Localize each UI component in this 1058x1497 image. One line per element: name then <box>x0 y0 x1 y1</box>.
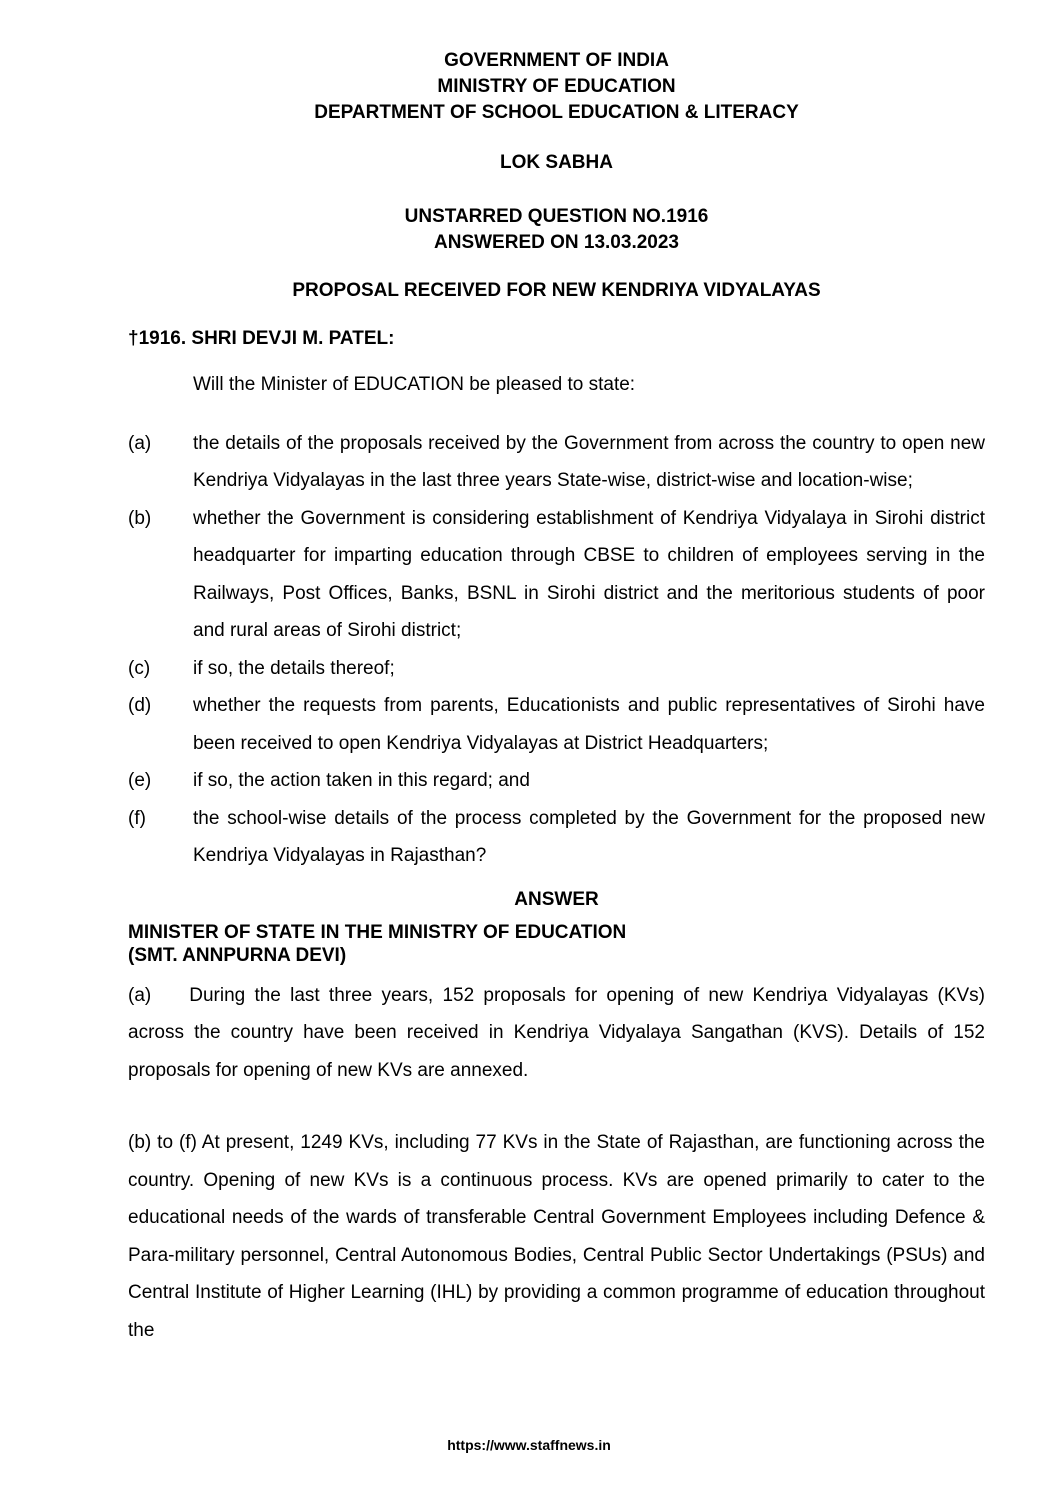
question-item-b <box>128 500 985 650</box>
house-line: LOK SABHA <box>500 152 613 173</box>
minister-name-line: (SMT. ANNPURNA DEVI) <box>128 944 347 966</box>
question-item-text: if so, the action taken in this regard; and <box>193 770 530 791</box>
question-item-c <box>128 650 985 688</box>
ministry-line: MINISTRY OF EDUCATION <box>437 76 676 97</box>
question-item-label: (c) <box>128 657 151 679</box>
government-line: GOVERNMENT OF INDIA <box>444 50 669 71</box>
question-item-text: the details of the proposals received by the Government from across the country to open new Kendriya Vidyalayas in the last three years State-wise, district-wise and location-wise; <box>193 432 985 491</box>
subject-title: PROPOSAL RECEIVED FOR NEW KENDRIYA VIDYALAYAS <box>292 280 821 301</box>
question-item-label: (e) <box>128 770 152 791</box>
department-line: DEPARTMENT OF SCHOOL EDUCATION & LITERACY <box>314 102 799 123</box>
document-header <box>128 48 985 304</box>
answer-paragraph-a-text: During the last three years, 152 proposals for opening of new Kendriya Vidyalayas (KVs) across the country have been received in Kendriya Vidyalaya Sangathan (KVS). Details of 152 proposals for opening of new KVs are annexed. <box>128 984 985 1081</box>
question-item-text: whether the Government is considering establishment of Kendriya Vidyalaya in Sirohi district headquarter for imparting education through CBSE to children of employees serving in the Railways, Post Offices, Banks, BSNL in Sirohi district and the meritorious students of poor and rural areas of Sirohi district; <box>193 507 985 641</box>
question-list <box>128 425 985 875</box>
footer-url: https://www.staffnews.in <box>447 1437 611 1453</box>
minister-block <box>128 921 985 967</box>
minister-title-line: MINISTER OF STATE IN THE MINISTRY OF EDUCATION <box>128 921 627 943</box>
question-item-d <box>128 687 985 762</box>
answer-paragraph-b-to-f: (b) to (f) At present, 1249 KVs, including 77 KVs in the State of Rajasthan, are functioning across the country. Opening of new KVs is a continuous process. KVs are opened primarily to cater to the educational needs of the wards of transferable Central Government Employees including Defence & Para-military personnel, Central Autonomous Bodies, Central Public Sector Undertakings (PSUs) and Central Institute of Higher Learning (IHL) by providing a common programme of education throughout the <box>128 1132 985 1341</box>
answer-paragraph-a <box>128 977 985 1090</box>
question-item-text: if so, the details thereof; <box>193 657 395 679</box>
question-item-label: (a) <box>128 432 152 454</box>
question-meta-block <box>128 204 985 256</box>
question-item-e <box>128 762 985 800</box>
question-item-label: (f) <box>128 807 146 829</box>
answered-on-line: ANSWERED ON 13.03.2023 <box>434 232 679 253</box>
question-intro: Will the Minister of EDUCATION be pleased to state: <box>193 374 636 395</box>
question-item-text: whether the requests from parents, Educationists and public representatives of Sirohi have been received to open Kendriya Vidyalayas at District Headquarters; <box>193 695 985 754</box>
question-item-label: (b) <box>128 507 152 529</box>
question-asker: †1916. SHRI DEVJI M. PATEL: <box>128 328 395 349</box>
question-item-label: (d) <box>128 695 152 716</box>
answer-heading: ANSWER <box>514 888 599 910</box>
question-item-a <box>128 425 985 500</box>
question-item-f <box>128 800 985 875</box>
answer-paragraph-a-label: (a) <box>128 984 152 1006</box>
question-number-line: UNSTARRED QUESTION NO.1916 <box>404 206 709 227</box>
question-item-text: the school-wise details of the process completed by the Government for the proposed new Kendriya Vidyalayas in Rajasthan? <box>193 807 985 866</box>
